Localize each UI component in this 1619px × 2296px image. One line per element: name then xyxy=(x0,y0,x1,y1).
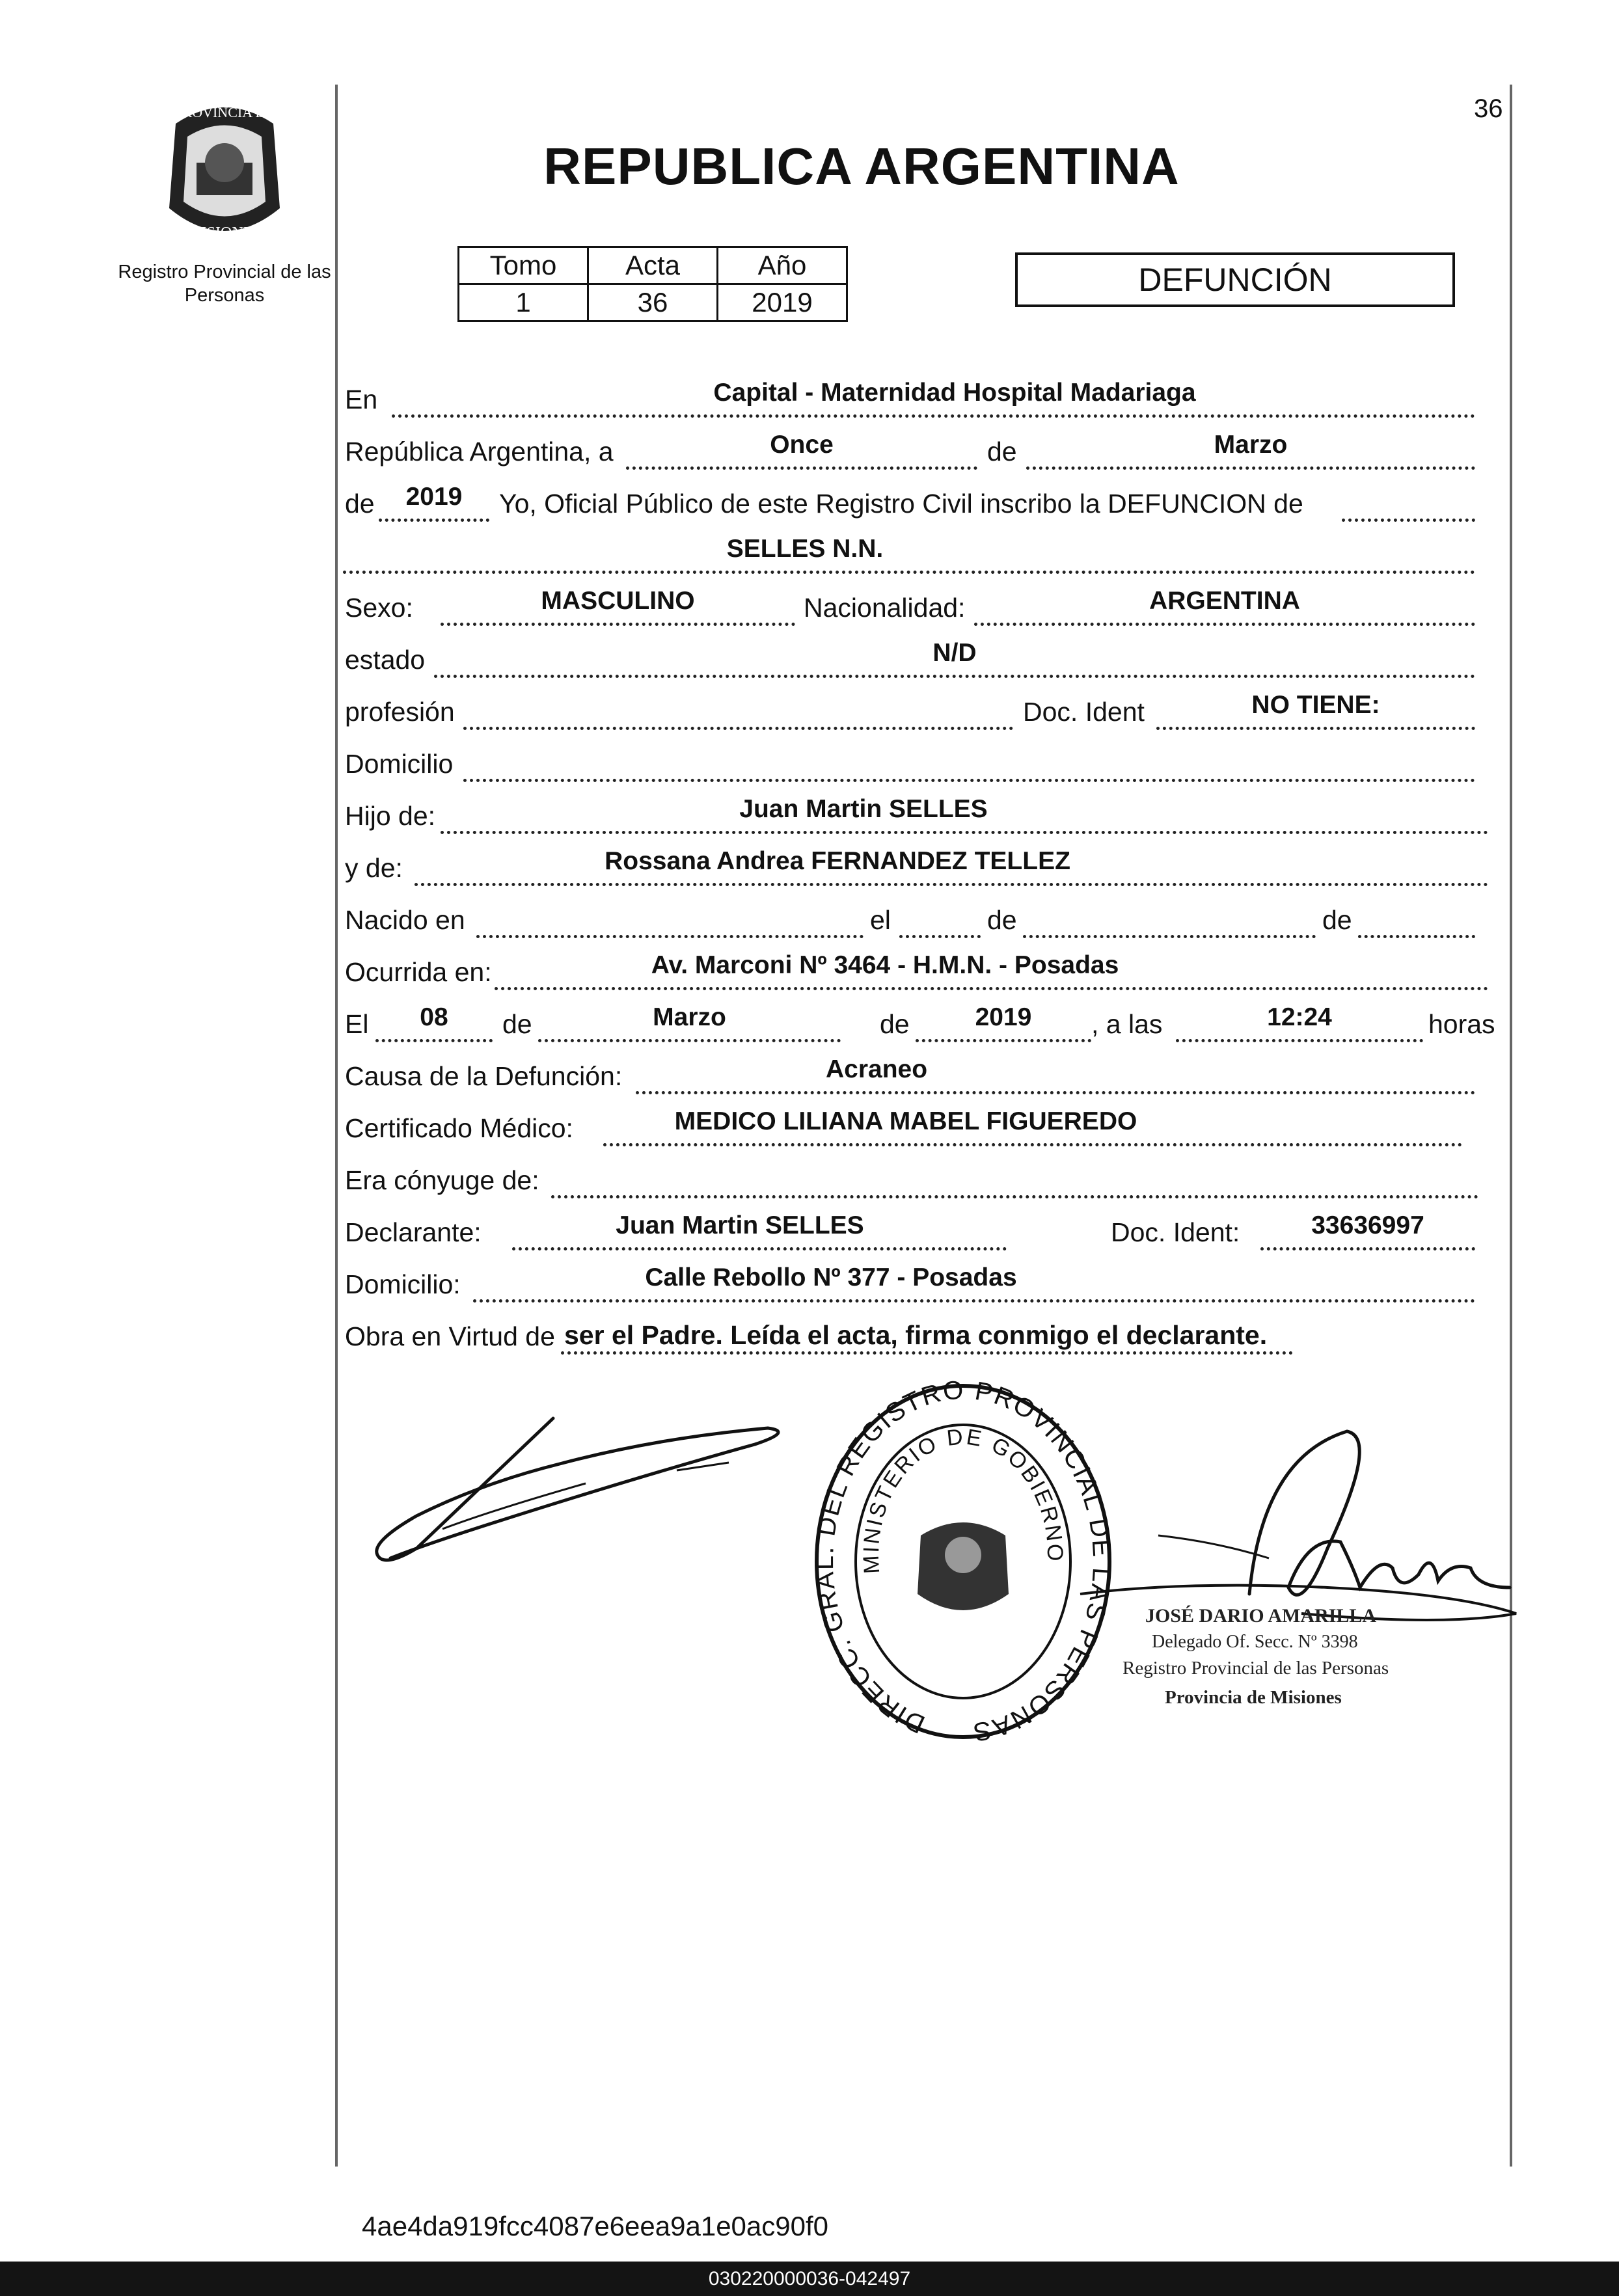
death-month-value: Marzo xyxy=(653,1003,726,1031)
estado-label: estado xyxy=(345,645,426,675)
row-certificado xyxy=(343,1105,1462,1146)
sexo-label: Sexo: xyxy=(345,593,413,623)
registry-header-acta: Acta xyxy=(588,247,718,284)
certificado-value: MEDICO LILIANA MABEL FIGUEREDO xyxy=(674,1107,1137,1135)
profesion-fill xyxy=(463,701,1013,730)
ocurrida-value: Av. Marconi Nº 3464 - H.M.N. - Posadas xyxy=(651,951,1119,979)
document-hash: 4ae4da919fcc4087e6eea9a1e0ac90f0 xyxy=(362,2211,829,2241)
decl-doc-label: Doc. Ident: xyxy=(1111,1217,1240,1247)
row-republica xyxy=(343,428,1475,470)
row-deceased xyxy=(343,532,1475,574)
row-yde xyxy=(343,844,1488,886)
sexo-value: MASCULINO xyxy=(541,587,695,615)
nacido-month-fill xyxy=(1023,909,1316,938)
decl-domicilio-value: Calle Rebollo Nº 377 - Posadas xyxy=(645,1263,1017,1291)
alas-label: , a las xyxy=(1091,1009,1163,1039)
death-de1-label: de xyxy=(502,1009,532,1039)
page-number: 36 xyxy=(1474,94,1503,123)
republica-label: República Argentina, a xyxy=(345,437,614,466)
row-obra xyxy=(343,1313,1293,1355)
registry-table xyxy=(457,246,848,322)
row-profesion xyxy=(343,688,1475,730)
row-nacido xyxy=(343,897,1475,938)
estado-value: N/D xyxy=(932,639,977,667)
row-en xyxy=(343,376,1475,418)
month-de-label: de xyxy=(987,437,1017,466)
page-title: REPUBLICA ARGENTINA xyxy=(543,137,1180,195)
row-conyuge xyxy=(343,1157,1478,1198)
profesion-label: profesión xyxy=(345,697,455,727)
doc-ident-label: Doc. Ident xyxy=(1023,697,1145,727)
footer-code: 030220000036-042497 xyxy=(0,2262,1619,2296)
nacionalidad-label: Nacionalidad: xyxy=(804,593,966,623)
domicilio-label: Domicilio xyxy=(345,749,454,779)
right-margin-line xyxy=(1510,85,1512,2167)
nacido-label: Nacido en xyxy=(345,905,465,935)
organization-name: Registro Provincial de las Personas xyxy=(118,262,331,306)
emblem-bottom-text: MISIONES xyxy=(187,224,262,241)
official-province: Provincia de Misiones xyxy=(1165,1687,1342,1708)
yde-label: y de: xyxy=(345,853,403,883)
month-value: Marzo xyxy=(1214,431,1288,459)
year-value: 2019 xyxy=(405,483,463,511)
decl-domicilio-label: Domicilio: xyxy=(345,1269,461,1299)
horas-label: horas xyxy=(1428,1009,1495,1039)
en-value: Capital - Maternidad Hospital Madariaga xyxy=(713,379,1196,407)
row-ocurrida xyxy=(343,949,1488,990)
nacido-year-fill xyxy=(1358,909,1475,938)
registry-header-row xyxy=(459,247,847,284)
registry-header-anio: Año xyxy=(718,247,847,284)
seal-outer-text: DIRECC. GRAL. DEL REGISTRO PROVINCIAL DE LAS PERSONAS xyxy=(810,1379,1117,1747)
death-day-value: 08 xyxy=(420,1003,448,1031)
emblem-top-text: PROVINCIA DE xyxy=(174,104,275,120)
nacido-el-label: el xyxy=(870,905,891,935)
row-decl-domicilio xyxy=(343,1261,1475,1303)
row-causa xyxy=(343,1053,1475,1094)
nacido-day-fill xyxy=(899,909,981,938)
row-estado xyxy=(343,636,1475,678)
domicilio-fill xyxy=(463,753,1475,782)
hijo-value: Juan Martin SELLES xyxy=(739,795,988,823)
nacido-de2-label: de xyxy=(1322,905,1352,935)
row-death-date xyxy=(343,1001,1501,1042)
causa-value: Acraneo xyxy=(825,1055,928,1083)
official-office: Registro Provincial de las Personas xyxy=(1122,1658,1389,1679)
registry-value-tomo: 1 xyxy=(459,284,588,321)
registry-header-tomo: Tomo xyxy=(459,247,588,284)
conyuge-fill xyxy=(551,1169,1478,1198)
row-hijo xyxy=(343,792,1488,834)
row-oficial xyxy=(343,480,1475,522)
death-year-value: 2019 xyxy=(975,1003,1032,1031)
declarante-value: Juan Martin SELLES xyxy=(616,1211,864,1239)
official-name: JOSÉ DARIO AMARILLA xyxy=(1145,1605,1377,1627)
doc-ident-value: NO TIENE: xyxy=(1251,691,1380,719)
deceased-name: SELLES N.N. xyxy=(726,535,884,563)
causa-label: Causa de la Defunción: xyxy=(345,1061,623,1091)
row-sexo xyxy=(343,584,1475,626)
declarant-signature-icon xyxy=(364,1405,794,1574)
registry-value-anio: 2019 xyxy=(718,284,847,321)
nacionalidad-value: ARGENTINA xyxy=(1149,587,1300,615)
row-domicilio xyxy=(343,740,1475,782)
yde-value: Rossana Andrea FERNANDEZ TELLEZ xyxy=(605,847,1070,875)
certificado-label: Certificado Médico: xyxy=(345,1113,573,1143)
official-position: Delegado Of. Secc. Nº 3398 xyxy=(1152,1632,1358,1652)
oficial-fill xyxy=(1342,493,1475,522)
death-de2-label: de xyxy=(880,1009,910,1039)
declarante-label: Declarante: xyxy=(345,1217,482,1247)
ocurrida-label: Ocurrida en: xyxy=(345,957,492,987)
year-de-label: de xyxy=(345,489,375,519)
nacido-fill xyxy=(476,909,864,938)
obra-value: ser el Padre. Leída el acta, firma conmigo el declarante. xyxy=(564,1320,1268,1350)
hijo-label: Hijo de: xyxy=(345,801,436,831)
act-type-box: DEFUNCIÓN xyxy=(1015,252,1455,307)
left-margin-line xyxy=(335,85,338,2167)
decl-doc-value: 33636997 xyxy=(1311,1211,1424,1239)
seal-inner-text: MINISTERIO DE GOBIERNO xyxy=(858,1424,1068,1574)
en-label: En xyxy=(345,385,378,414)
death-time-value: 12:24 xyxy=(1267,1003,1332,1031)
registry-value-acta: 36 xyxy=(588,284,718,321)
registry-value-row xyxy=(459,284,847,321)
oficial-text: Yo, Oficial Público de este Registro Civil inscribo la DEFUNCION de xyxy=(499,489,1303,519)
row-declarante xyxy=(343,1209,1475,1250)
obra-label: Obra en Virtud de xyxy=(345,1321,555,1351)
day-value: Once xyxy=(770,431,834,459)
nacido-de1-label: de xyxy=(987,905,1017,935)
death-el-label: El xyxy=(345,1009,369,1039)
conyuge-label: Era cónyuge de: xyxy=(345,1165,539,1195)
